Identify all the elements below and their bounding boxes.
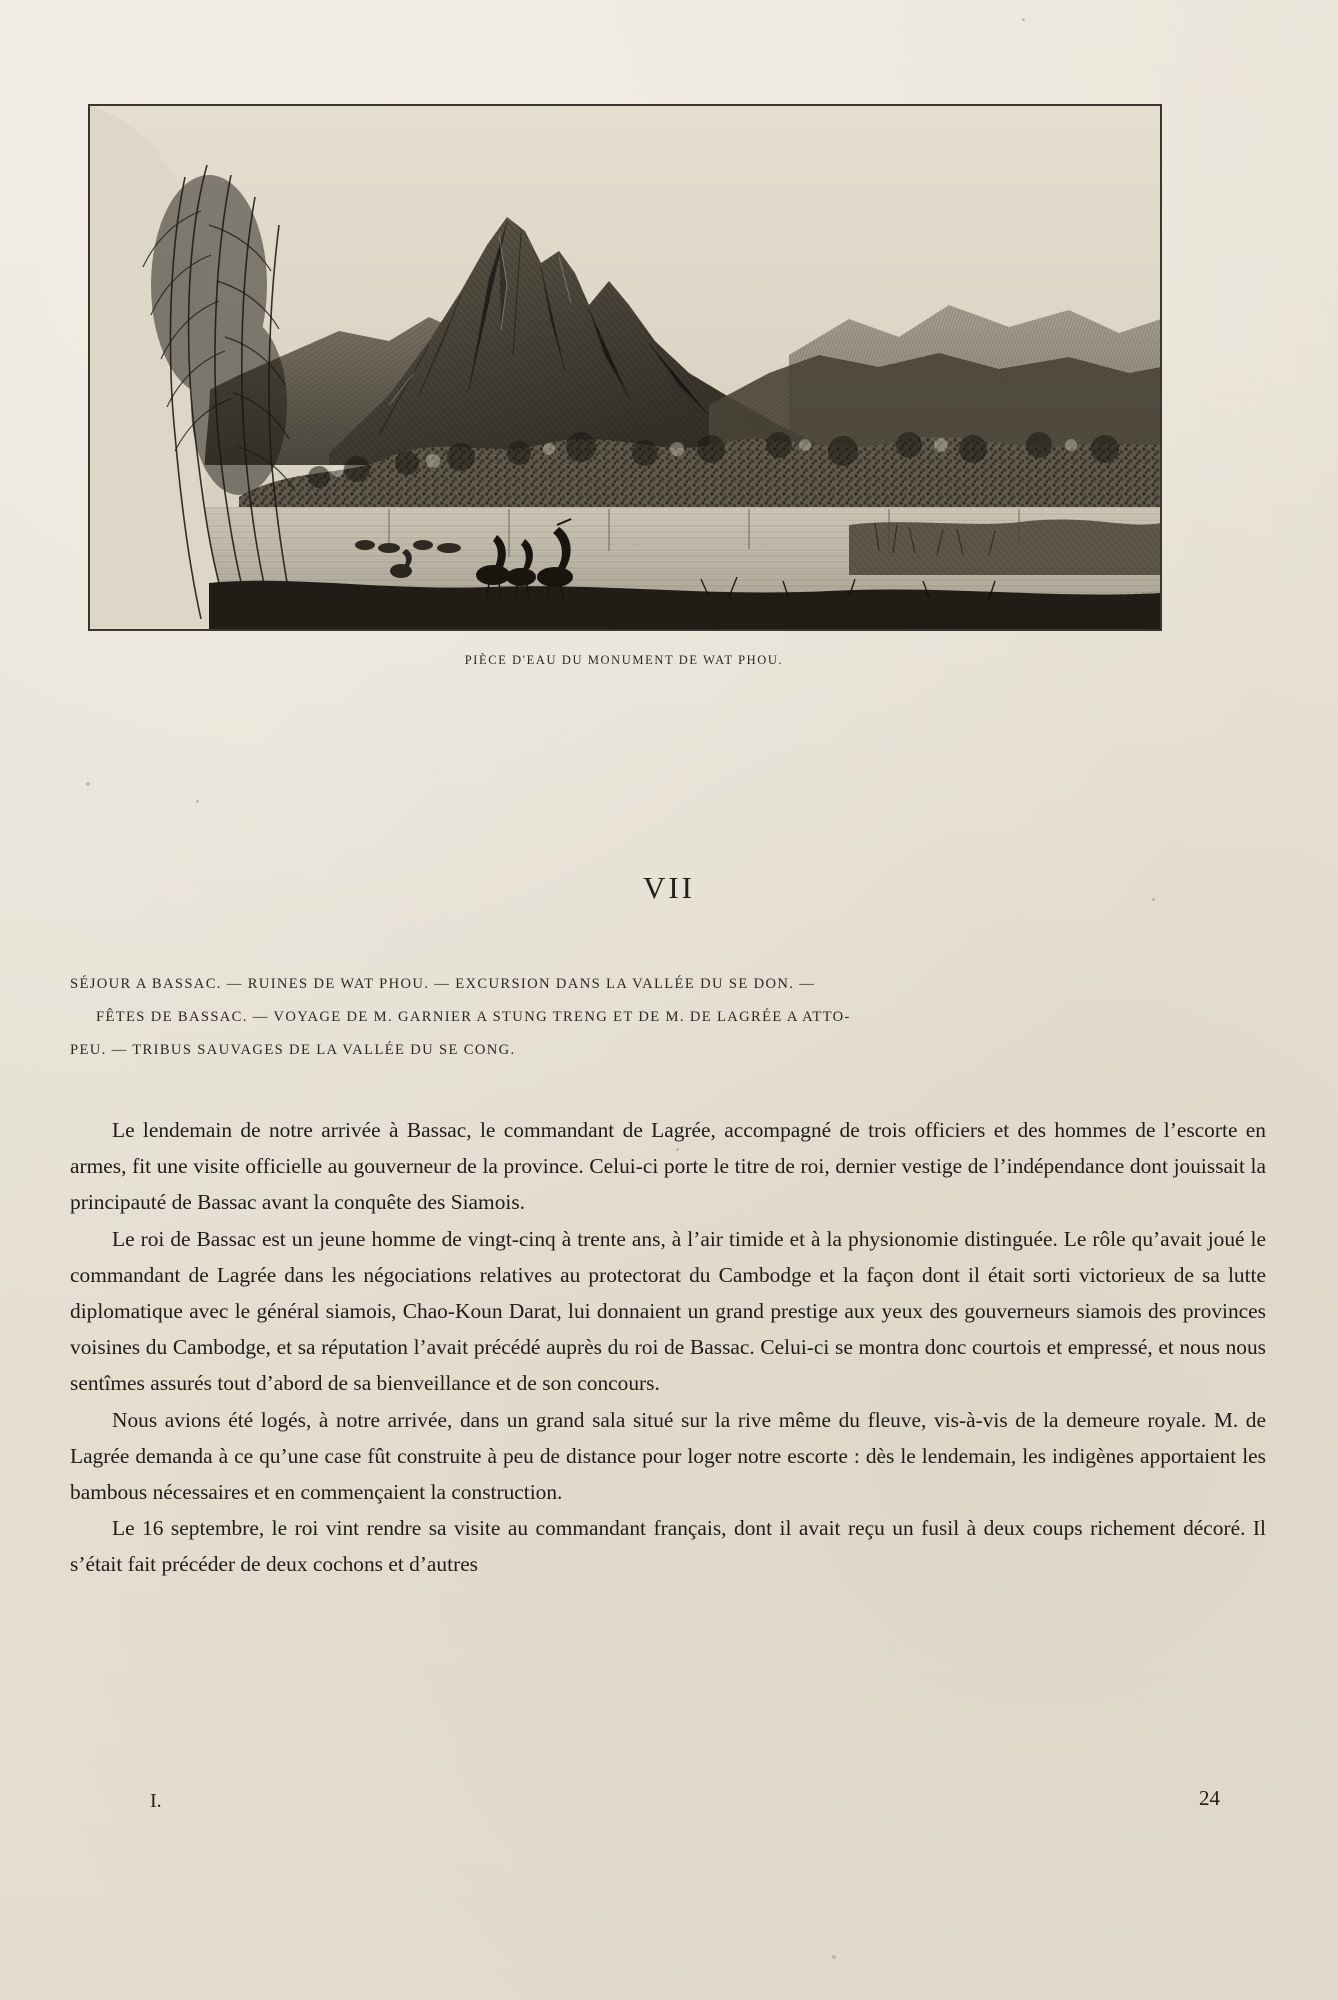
chapter-summary-line-2: FÊTES DE BASSAC. — VOYAGE DE M. GARNIER A STUNG TRENG ET DE M. DE LAGRÉE A ATTO- — [96, 1009, 851, 1025]
engraving-image — [88, 104, 1162, 631]
chapter-summary-line-1: SÉJOUR A BASSAC. — RUINES DE WAT PHOU. — EXCURSION DANS LA VALLÉE DU SE DON. — — [70, 976, 816, 992]
engraving-svg — [89, 105, 1161, 630]
paragraph: Le lendemain de notre arrivée à Bassac, le commandant de Lagrée, accompagné de trois officiers et des hommes de l’escorte en armes, fit une visite officielle au gouverneur de la province. Celui-ci porte le titre de roi, dernier vestige de l’indépendance dont jouissait la principauté de Bassac avant la conquête des Siamois. — [70, 1118, 1266, 1215]
paper-speck — [196, 800, 199, 803]
chapter-summary-line-3: PEU. — TRIBUS SAUVAGES DE LA VALLÉE DU SE CONG. — [70, 1042, 516, 1058]
chapter-number: VII — [642, 870, 696, 905]
paragraph: Nous avions été logés, à notre arrivée, dans un grand sala situé sur la rive même du fleuve, vis-à-vis de la demeure royale. M. de Lagrée demanda à ce qu’une case fût construite à peu de distance pour loger notre escorte : dès le lendemain, les indigènes apportaient les bambous nécessaires et en commençaient la construction. — [70, 1407, 1266, 1505]
paragraph: Le roi de Bassac est un jeune homme de vingt-cinq à trente ans, à l’air timide et à la physionomie distinguée. Le rôle qu’avait joué le commandant de Lagrée dans les négociations relatives au protectorat du Cambodge et la façon dont il était sorti victorieux de sa lutte diplomatique avec le général siamois, Chao-Koun Darat, lui donnaient un grand prestige aux yeux des gouverneurs siamois des provinces voisines du Cambodge, et sa réputation l’avait précédé auprès du roi de Bassac. Celui-ci se montra donc courtois et empressé, et nous nous sentîmes assurés tout d’abord de sa bienveillance et de son concours. — [70, 1226, 1266, 1396]
paper-speck — [832, 1955, 836, 1959]
illustration-caption: PIÈCE D'EAU DU MONUMENT DE WAT PHOU. — [464, 653, 784, 667]
page-number: 24 — [1199, 1786, 1220, 1810]
illustration-block — [88, 104, 1160, 668]
body-text — [70, 1112, 1266, 1583]
chapter-summary — [70, 968, 1270, 1067]
paper-speck — [86, 782, 90, 786]
paragraph: Le 16 septembre, le roi vint rendre sa visite au commandant français, dont il avait reçu un fusil à deux coups richement décoré. Il s’était fait précéder de deux cochons et d’autres — [70, 1516, 1266, 1577]
volume-mark: I. — [150, 1790, 162, 1812]
paper-speck — [1022, 18, 1025, 21]
